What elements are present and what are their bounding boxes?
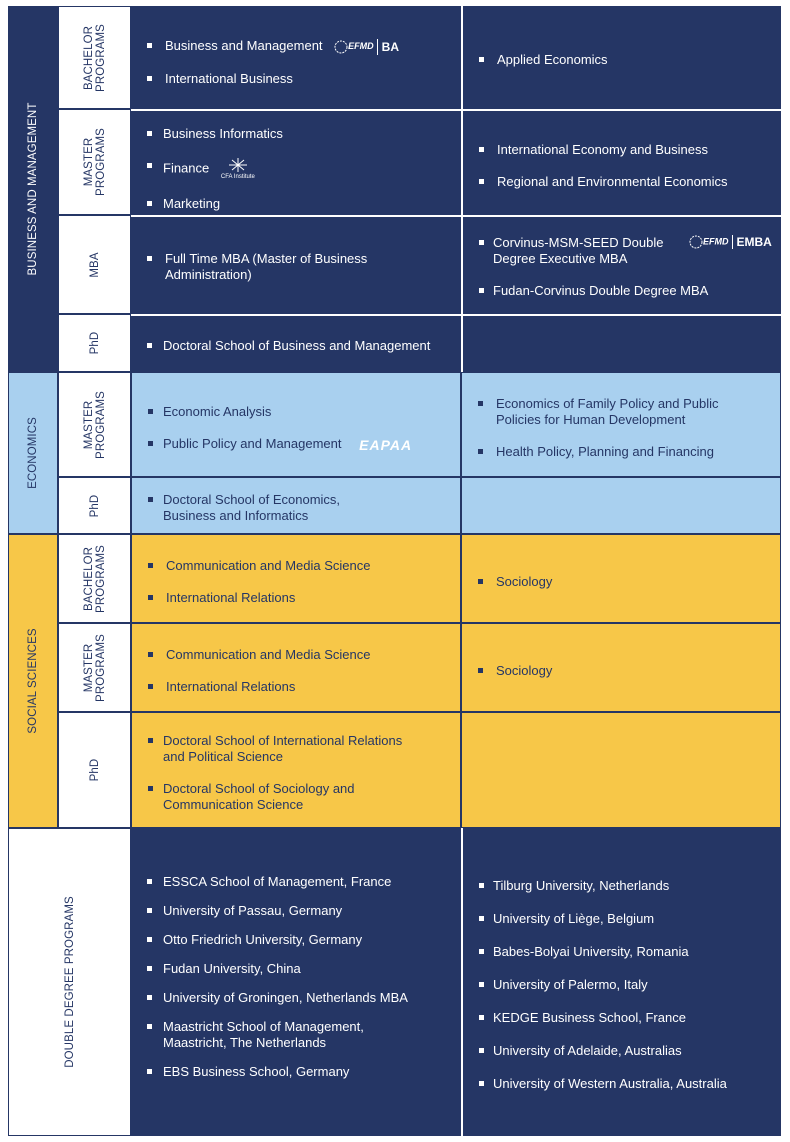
partner-item: University of Liège, Belgium (463, 911, 781, 927)
program-item: International Business (131, 71, 461, 87)
program-item: International Relations (132, 590, 460, 606)
business-mba-left (131, 215, 461, 314)
business-bachelor-left (131, 6, 461, 109)
program-item: Doctoral School of Economics, Business and Informatics (132, 492, 460, 524)
partner-item: University of Passau, Germany (131, 903, 461, 919)
program-item: Sociology (462, 574, 780, 590)
level-label: BACHELOR PROGRAMS (82, 23, 107, 92)
partner-item: Otto Friedrich University, Germany (131, 932, 461, 948)
program-item: Regional and Environmental Economics (463, 174, 781, 190)
economics-phd-right (461, 477, 781, 534)
program-item: Marketing (131, 196, 461, 212)
efmd-ba-logo: EFMD BA (334, 38, 399, 55)
business-master-left (131, 109, 461, 215)
partner-item: Maastricht School of Management, Maastricht, The Netherlands (131, 1019, 461, 1051)
program-item: Business and Management EFMD BA (131, 38, 461, 55)
program-item: Fudan-Corvinus Double Degree MBA (463, 283, 781, 299)
program-item: Doctoral School of Sociology and Communication Science (132, 781, 460, 813)
partner-item: University of Adelaide, Australias (463, 1043, 781, 1059)
cfa-institute-logo: CFA Institute (221, 158, 255, 180)
program-item: Full Time MBA (Master of Business Administration) (131, 251, 461, 283)
program-item: Public Policy and Management EAPAA (132, 436, 460, 453)
level-label: BACHELOR PROGRAMS (82, 544, 107, 613)
program-item: Economics of Family Policy and Public Policies for Human Development (462, 396, 780, 428)
program-item: Doctoral School of Business and Management (131, 338, 461, 354)
business-phd-right (461, 314, 781, 372)
program-item: Applied Economics (463, 52, 781, 68)
social-phd-right (461, 712, 781, 828)
business-bachelor-right (461, 6, 781, 109)
level-social-bachelor (58, 534, 131, 623)
economics-phd-left (131, 477, 461, 534)
level-business-bachelor (58, 6, 131, 109)
level-label: PhD (88, 331, 101, 355)
level-business-master (58, 109, 131, 215)
level-economics-phd (58, 477, 131, 534)
section-label-economics: ECONOMICS (27, 417, 39, 489)
social-master-left (131, 623, 461, 712)
double-right (461, 828, 781, 1136)
program-item: Business Informatics (131, 126, 461, 142)
partner-item: EBS Business School, Germany (131, 1064, 461, 1080)
level-business-mba (58, 215, 131, 314)
double-left (131, 828, 461, 1136)
level-label: PhD (88, 758, 101, 782)
level-label: MASTER PROGRAMS (82, 633, 107, 702)
program-item: International Relations (132, 679, 460, 695)
level-business-phd (58, 314, 131, 372)
social-master-right (461, 623, 781, 712)
economics-master-right (461, 372, 781, 477)
partner-item: University of Palermo, Italy (463, 977, 781, 993)
partner-item: Babes-Bolyai University, Romania (463, 944, 781, 960)
section-social (8, 534, 58, 828)
partner-item: ESSCA School of Management, France (131, 874, 461, 890)
level-label: MBA (88, 251, 101, 278)
partner-item: Fudan University, China (131, 961, 461, 977)
program-item: Communication and Media Science (132, 647, 460, 663)
section-label-social: SOCIAL SCIENCES (27, 628, 39, 734)
social-phd-left (131, 712, 461, 828)
program-item: Communication and Media Science (132, 558, 460, 574)
business-master-right (461, 109, 781, 215)
level-social-phd (58, 712, 131, 828)
program-item: International Economy and Business (463, 142, 781, 158)
section-label-business: BUSINESS AND MANAGEMENT (27, 102, 39, 276)
section-business (8, 6, 58, 372)
social-bachelor-right (461, 534, 781, 623)
program-item: Doctoral School of International Relations and Political Science (132, 733, 460, 765)
economics-master-left (131, 372, 461, 477)
program-item: Finance CFA Institute (131, 158, 461, 180)
efmd-emba-logo: EFMD EMBA (689, 235, 772, 249)
business-phd-left (131, 314, 461, 372)
partner-item: University of Groningen, Netherlands MBA (131, 990, 461, 1006)
social-bachelor-left (131, 534, 461, 623)
level-economics-master (58, 372, 131, 477)
section-economics (8, 372, 58, 534)
business-mba-right (461, 215, 781, 314)
section-double (8, 828, 131, 1136)
level-label: MASTER PROGRAMS (82, 128, 107, 196)
level-label: MASTER PROGRAMS (82, 390, 107, 459)
partner-item: KEDGE Business School, France (463, 1010, 781, 1026)
level-label: PhD (88, 494, 101, 517)
program-item: Corvinus-MSM-SEED Double Degree Executive MBA (463, 235, 781, 267)
partner-item: Tilburg University, Netherlands (463, 878, 781, 894)
program-item: Economic Analysis (132, 404, 460, 420)
level-social-master (58, 623, 131, 712)
partner-item: University of Western Australia, Australia (463, 1076, 781, 1092)
program-item: Health Policy, Planning and Financing (462, 444, 780, 460)
program-item: Sociology (462, 663, 780, 679)
section-label-double: DOUBLE DEGREE PROGRAMS (63, 896, 76, 1068)
eapaa-logo: EAPAA (359, 436, 413, 453)
